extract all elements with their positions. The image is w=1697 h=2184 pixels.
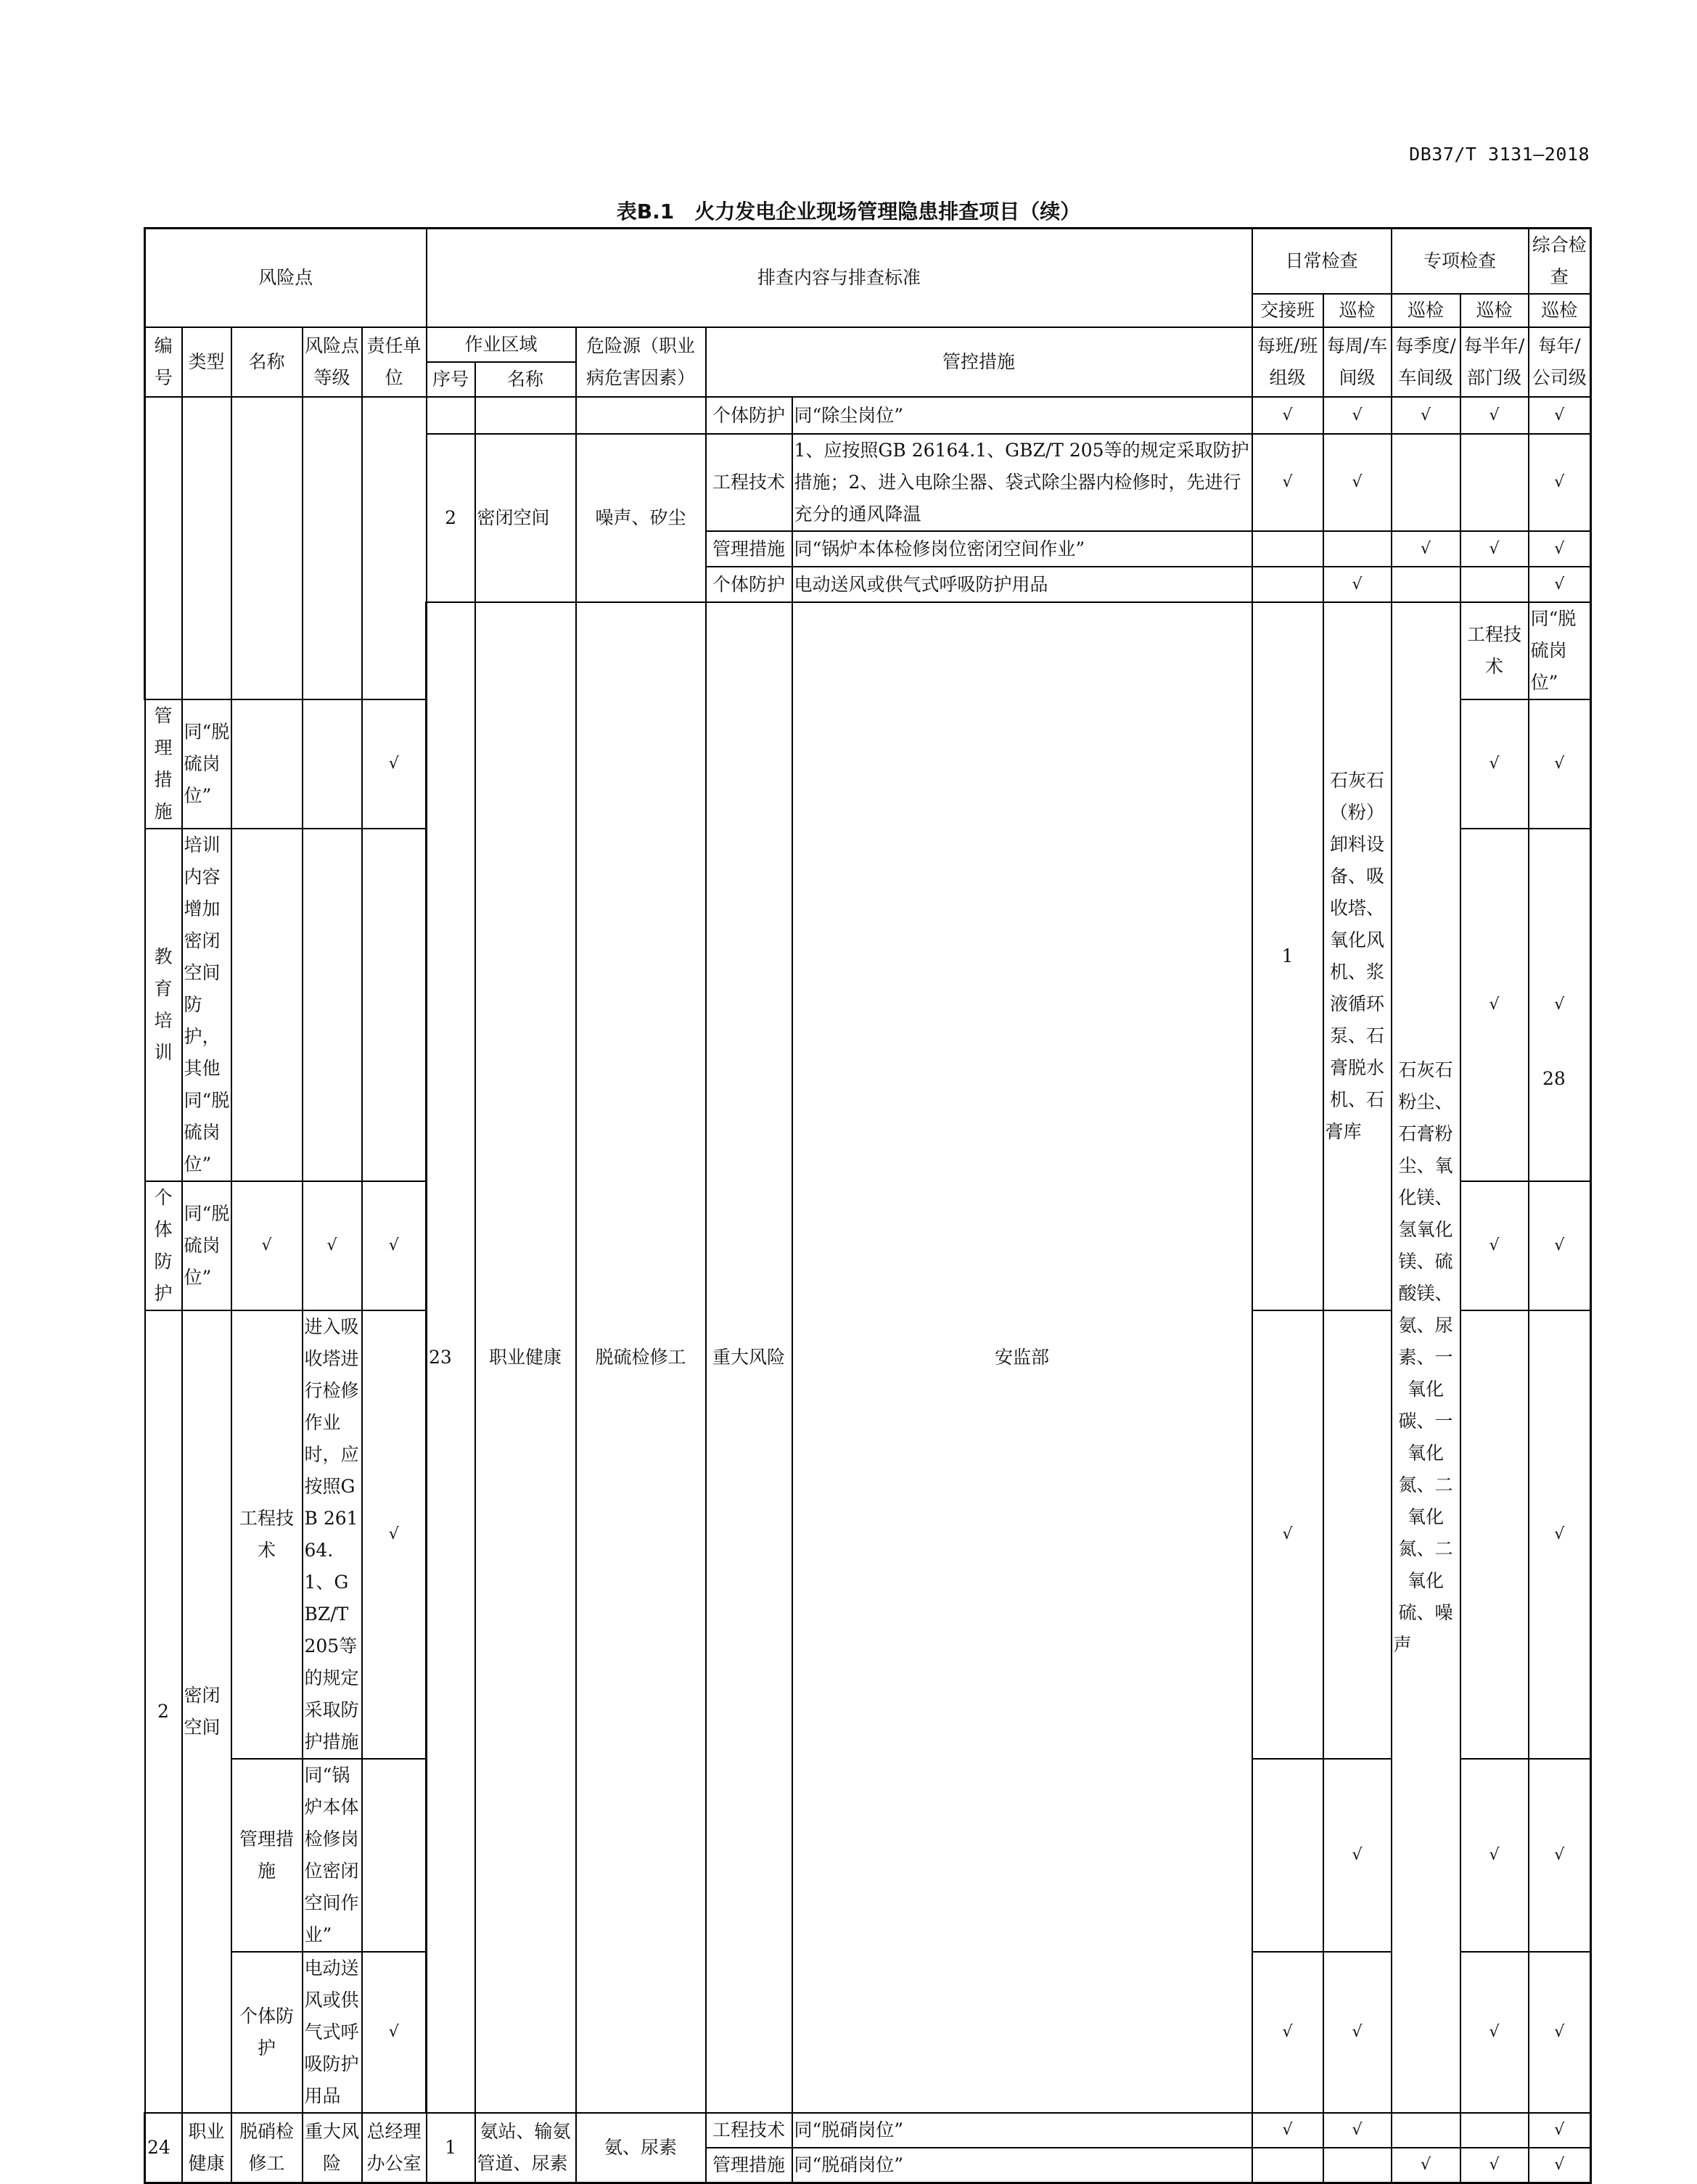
- header-patrol-1: 巡检: [1323, 294, 1392, 327]
- empty-check-cell: [362, 1759, 427, 1952]
- check-mark: √: [1323, 434, 1392, 531]
- header-area-name: 名称: [475, 362, 576, 397]
- measure-category: 工程技术: [706, 2113, 792, 2148]
- measure-text: 同“脱硝岗位”: [792, 2148, 1252, 2183]
- check-mark: √: [1529, 567, 1591, 602]
- area-name: 氨站、输氨管道、尿素: [475, 2113, 576, 2183]
- measure-text: 同“除尘岗位”: [792, 397, 1252, 434]
- table-title: 表B.1 火力发电企业现场管理隐患排查项目（续）: [616, 200, 1081, 223]
- item-type: 职业健康: [475, 602, 576, 2113]
- measure-text: 电动送风或供气式呼吸防护用品: [792, 567, 1252, 602]
- header-risk-level: 风险点等级: [303, 327, 362, 397]
- area-name: 密闭空间: [182, 1310, 231, 2113]
- measure-category: 个体防护: [145, 1181, 182, 1310]
- table-row: [145, 2113, 1591, 2148]
- measure-text: 同“脱硫岗位”: [1529, 602, 1591, 699]
- check-mark: √: [1529, 1952, 1591, 2113]
- empty-check-cell: [1252, 531, 1323, 567]
- prev-hazard-cell: [576, 397, 706, 434]
- check-mark: √: [1460, 397, 1529, 434]
- item-type: 职业健康: [182, 2113, 231, 2183]
- empty-check-cell: [303, 829, 362, 1181]
- empty-check-cell: [231, 699, 303, 829]
- check-mark: √: [362, 699, 427, 829]
- check-mark: √: [1252, 1310, 1323, 1759]
- check-mark: √: [1460, 829, 1529, 1181]
- measure-text: 同“脱硝岗位”: [792, 2113, 1252, 2148]
- check-mark: √: [1392, 531, 1460, 567]
- area-seq: 1: [1252, 602, 1323, 1310]
- prev-type-cell: [182, 397, 231, 699]
- prev-level-cell: [303, 397, 362, 699]
- header-name: 名称: [231, 327, 303, 397]
- check-mark: √: [1252, 397, 1323, 434]
- measure-text: 同“锅炉本体检修岗位密闭空间作业”: [303, 1759, 362, 1952]
- measure-text: 同“锅炉本体检修岗位密闭空间作业”: [792, 531, 1252, 567]
- measure-text: 同“脱硫岗位”: [182, 1181, 231, 1310]
- measure-text: 同“脱硫岗位”: [182, 699, 231, 829]
- empty-check-cell: [1323, 2148, 1392, 2183]
- document-code: DB37/T 3131—2018: [1409, 144, 1590, 165]
- item-no: 23: [427, 602, 475, 2113]
- measure-category: 管理措施: [231, 1759, 303, 1952]
- header-responsible-unit: 责任单位: [362, 327, 427, 397]
- item-name: 脱硝检修工: [231, 2113, 303, 2183]
- header-hazard: 危险源（职业病危害因素）: [576, 327, 706, 397]
- check-mark: √: [1529, 531, 1591, 567]
- check-mark: √: [1460, 1759, 1529, 1952]
- check-mark: √: [1323, 2113, 1392, 2148]
- empty-check-cell: [1252, 567, 1323, 602]
- inspection-table: [144, 227, 1592, 2184]
- measure-category: 个体防护: [231, 1952, 303, 2113]
- check-mark: √: [1392, 2148, 1460, 2183]
- header-handover: 交接班: [1252, 294, 1323, 327]
- header-risk-point: 风险点: [145, 229, 427, 328]
- check-mark: √: [1529, 2113, 1591, 2148]
- hazard-text: 石灰石粉尘、石膏粉尘、氧化镁、氢氧化镁、硫酸镁、氨、尿素、一氧化碳、一氧化氮、二氧化氮、二氧化硫、噪声: [1392, 602, 1460, 2113]
- empty-check-cell: [1392, 434, 1460, 531]
- empty-check-cell: [1323, 531, 1392, 567]
- area-seq: 1: [427, 2113, 475, 2183]
- measure-category: 工程技术: [1460, 602, 1529, 699]
- check-mark: √: [1252, 434, 1323, 531]
- area-name: 石灰石（粉）卸料设备、吸收塔、氧化风机、浆液循环泵、石膏脱水机、石膏库: [1323, 602, 1392, 1310]
- header-patrol-3: 巡检: [1460, 294, 1529, 327]
- check-mark: √: [1529, 2148, 1591, 2183]
- check-mark: √: [1460, 531, 1529, 567]
- check-mark: √: [1323, 1759, 1392, 1952]
- check-mark: √: [1529, 699, 1591, 829]
- header-freq-quarter: 每季度/车间级: [1392, 327, 1460, 397]
- empty-check-cell: [303, 699, 362, 829]
- empty-check-cell: [1460, 2113, 1529, 2148]
- measure-category: 工程技术: [231, 1310, 303, 1759]
- table-row: [145, 397, 1591, 434]
- item-risk-level: 重大风险: [706, 602, 792, 2113]
- empty-check-cell: [1252, 1759, 1323, 1952]
- measure-category: 个体防护: [706, 567, 792, 602]
- check-mark: √: [1252, 2113, 1323, 2148]
- header-patrol-4: 巡检: [1529, 294, 1591, 327]
- header-type: 类型: [182, 327, 231, 397]
- check-mark: √: [1529, 829, 1591, 1181]
- check-mark: √: [1392, 397, 1460, 434]
- check-mark: √: [1529, 1759, 1591, 1952]
- empty-check-cell: [1460, 434, 1529, 531]
- empty-check-cell: [1460, 1310, 1529, 1759]
- prev-no-cell: [145, 397, 182, 699]
- header-freq-shift: 每班/班组级: [1252, 327, 1323, 397]
- hazard-text: 氨、尿素: [576, 2113, 706, 2183]
- measure-text: 进入吸收塔进行检修作业时，应按照GB 26164.1、GBZ/T 205等的规定采取防护措施: [303, 1310, 362, 1759]
- check-mark: √: [1529, 434, 1591, 531]
- check-mark: √: [1529, 1310, 1591, 1759]
- check-mark: √: [362, 1310, 427, 1759]
- empty-check-cell: [1252, 2148, 1323, 2183]
- hazard-text: 噪声、矽尘: [576, 434, 706, 602]
- item-responsible-unit: 安监部: [792, 602, 1252, 2113]
- check-mark: √: [1460, 1952, 1529, 2113]
- check-mark: √: [231, 1181, 303, 1310]
- measure-category: 管理措施: [145, 699, 182, 829]
- prev-seq-cell: [427, 397, 475, 434]
- header-control-measures: 管控措施: [706, 327, 1252, 397]
- header-inspection-content: 排查内容与排查标准: [427, 229, 1252, 328]
- empty-check-cell: [362, 829, 427, 1181]
- area-seq: 2: [145, 1310, 182, 2113]
- measure-text: 电动送风或供气式呼吸防护用品: [303, 1952, 362, 2113]
- check-mark: √: [1323, 1952, 1392, 2113]
- item-responsible-unit: 总经理办公室: [362, 2113, 427, 2183]
- page-number: 28: [1542, 1068, 1566, 1089]
- header-row-3: [145, 327, 1591, 362]
- item-risk-level: 重大风险: [303, 2113, 362, 2183]
- prev-unit-cell: [362, 397, 427, 699]
- header-patrol-2: 巡检: [1392, 294, 1460, 327]
- check-mark: √: [1529, 1181, 1591, 1310]
- measure-text: 培训内容增加密闭空间防护，其他同“脱硫岗位”: [182, 829, 231, 1181]
- check-mark: √: [1460, 2148, 1529, 2183]
- header-freq-year: 每年/公司级: [1529, 327, 1591, 397]
- measure-text: 1、应按照GB 26164.1、GBZ/T 205等的规定采取防护措施；2、进入电除尘器、袋式除尘器内检修时，先进行充分的通风降温: [792, 434, 1252, 531]
- measure-category: 管理措施: [706, 2148, 792, 2183]
- header-comprehensive-check: 综合检查: [1529, 229, 1591, 295]
- item-name: 脱硫检修工: [576, 602, 706, 2113]
- empty-check-cell: [1392, 2113, 1460, 2148]
- measure-category: 个体防护: [706, 397, 792, 434]
- header-row-1: [145, 229, 1591, 295]
- check-mark: √: [362, 1952, 427, 2113]
- header-seq: 序号: [427, 362, 475, 397]
- area-seq: 2: [427, 434, 475, 602]
- header-freq-half-year: 每半年/部门级: [1460, 327, 1529, 397]
- check-mark: √: [1252, 1952, 1323, 2113]
- header-daily-check: 日常检查: [1252, 229, 1392, 295]
- check-mark: √: [1323, 397, 1392, 434]
- empty-check-cell: [1392, 567, 1460, 602]
- header-special-check: 专项检查: [1392, 229, 1529, 295]
- measure-category: 工程技术: [706, 434, 792, 531]
- check-mark: √: [362, 1181, 427, 1310]
- check-mark: √: [1323, 567, 1392, 602]
- measure-category: 教育培训: [145, 829, 182, 1181]
- check-mark: √: [1460, 699, 1529, 829]
- empty-check-cell: [231, 829, 303, 1181]
- empty-check-cell: [1323, 1310, 1392, 1759]
- check-mark: √: [1460, 1181, 1529, 1310]
- empty-check-cell: [1460, 567, 1529, 602]
- measure-category: 管理措施: [706, 531, 792, 567]
- prev-area-cell: [475, 397, 576, 434]
- check-mark: √: [1529, 397, 1591, 434]
- header-freq-week: 每周/车间级: [1323, 327, 1392, 397]
- header-work-area: 作业区域: [427, 327, 576, 362]
- item-no: 24: [145, 2113, 182, 2183]
- check-mark: √: [303, 1181, 362, 1310]
- prev-name-cell: [231, 397, 303, 699]
- area-name: 密闭空间: [475, 434, 576, 602]
- header-no: 编号: [145, 327, 182, 397]
